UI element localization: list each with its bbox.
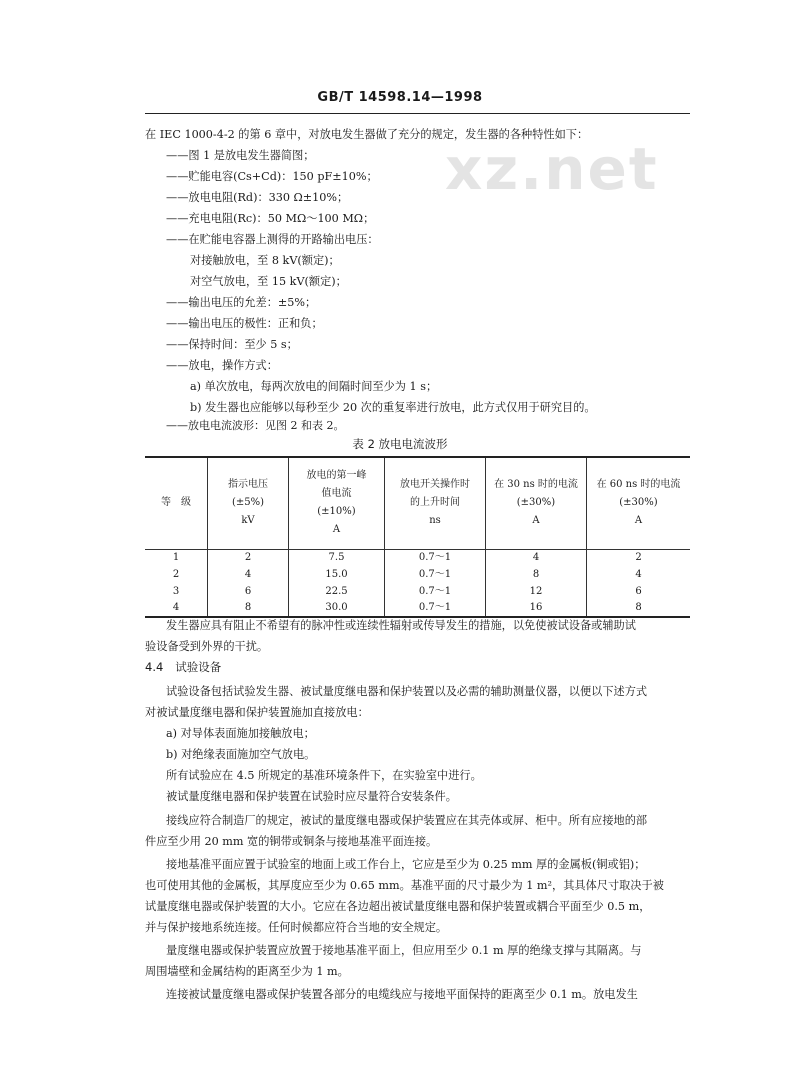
spec-subitem: b) 发生器也应能够以每秒至少 20 次的重复率进行放电，此方式仅用于研究目的。	[190, 401, 596, 414]
paragraph-line: 试量度继电器或保护装置的大小。它应在各边超出被试量度继电器和保护装置或耦合平面至少 0.5 m，	[145, 900, 651, 913]
cell-rise-time: 0.7～1	[385, 600, 486, 617]
paragraph-line: 试验设备包括试验发生器、被试量度继电器和保护装置以及必需的辅助测量仪器，以便以下述方式	[166, 685, 648, 698]
cell-current-60ns: 2	[587, 549, 691, 566]
cell-peak-current: 15.0	[289, 566, 385, 583]
watermark: xz.net	[445, 135, 659, 203]
header-rule	[145, 113, 690, 114]
cell-voltage: 8	[208, 600, 289, 617]
paragraph-line: 量度继电器或保护装置应放置于接地基准平面上，但应用至少 0.1 m 厚的绝缘支撑与其隔离。与	[166, 944, 642, 957]
spec-subitem: 对接触放电，至 8 kV(额定)；	[190, 254, 340, 267]
cell-current-60ns: 4	[587, 566, 691, 583]
discharge-current-table	[145, 456, 690, 618]
col-header-current-30ns: 在 30 ns 时的电流 (±30%) A	[486, 457, 587, 549]
table-row	[145, 566, 690, 583]
spec-item: ——输出电压的允差：±5%；	[166, 296, 317, 309]
col-header-level: 等 级	[145, 457, 208, 549]
intro-paragraph: 在 IEC 1000-4-2 的第 6 章中，对放电发生器做了充分的规定，发生器的各种特性如下：	[145, 128, 589, 141]
paragraph-line: 周围墙壁和金属结构的距离至少为 1 m。	[145, 965, 349, 978]
cell-current-60ns: 6	[587, 583, 691, 600]
paragraph-line: 接地基准平面应置于试验室的地面上或工作台上，它应是至少为 0.25 mm 厚的金属板(铜或铝)；	[166, 858, 646, 871]
cell-level: 3	[145, 583, 208, 600]
list-item: b) 对绝缘表面施加空气放电。	[166, 748, 316, 761]
cell-level: 4	[145, 600, 208, 617]
cell-voltage: 6	[208, 583, 289, 600]
cell-current-30ns: 4	[486, 549, 587, 566]
cell-peak-current: 7.5	[289, 549, 385, 566]
cell-rise-time: 0.7～1	[385, 549, 486, 566]
spec-subitem: 对空气放电，至 15 kV(额定)；	[190, 275, 347, 288]
spec-item: ——放电，操作方式：	[166, 359, 278, 372]
section-heading	[145, 659, 233, 675]
paragraph-line: 验设备受到外界的干扰。	[145, 640, 269, 653]
spec-item: ——放电电流波形：见图 2 和表 2。	[166, 419, 345, 432]
cell-rise-time: 0.7～1	[385, 583, 486, 600]
table-header-row	[145, 457, 690, 549]
paragraph-line: 接线应符合制造厂的规定，被试的量度继电器或保护装置应在其壳体或屏、柜中。所有应接地的部	[166, 814, 648, 827]
paragraph-line: 并与保护接地系统连接。任何时候都应符合当地的安全规定。	[145, 921, 448, 934]
list-item: a) 对导体表面施加接触放电；	[166, 727, 315, 740]
table-caption: 表 2 放电电流波形	[352, 437, 448, 451]
table-row	[145, 549, 690, 566]
cell-level: 1	[145, 549, 208, 566]
col-header-current-60ns: 在 60 ns 时的电流 (±30%) A	[587, 457, 691, 549]
spec-item: ——贮能电容(Cs+Cd)：150 pF±10%；	[166, 170, 378, 183]
cell-current-30ns: 12	[486, 583, 587, 600]
paragraph-line: 连接被试量度继电器或保护装置各部分的电缆线应与接地平面保持的距离至少 0.1 m。放电发生	[166, 988, 638, 1001]
paragraph-line: 所有试验应在 4.5 所规定的基准环境条件下，在实验室中进行。	[166, 769, 482, 782]
col-header-rise-time: 放电开关操作时 的上升时间 ns	[385, 457, 486, 549]
paragraph-line: 对被试量度继电器和保护装置施加直接放电：	[145, 706, 369, 719]
spec-item: ——输出电压的极性：正和负；	[166, 317, 323, 330]
cell-level: 2	[145, 566, 208, 583]
page-header: GB/T 14598.14—1998	[317, 90, 483, 105]
cell-rise-time: 0.7～1	[385, 566, 486, 583]
cell-current-60ns: 8	[587, 600, 691, 617]
spec-item: ——放电电阻(Rd)：330 Ω±10%；	[166, 191, 349, 204]
paragraph-line: 也可使用其他的金属板，其厚度应至少为 0.65 mm。基准平面的尺寸最少为 1 m²，其具体尺寸取决于被	[145, 879, 664, 892]
col-header-peak-current: 放电的第一峰 值电流 (±10%) A	[289, 457, 385, 549]
spec-item: ——保持时间：至少 5 s；	[166, 338, 298, 351]
col-header-voltage: 指示电压 (±5%) kV	[208, 457, 289, 549]
spec-subitem: a) 单次放电，每两次放电的间隔时间至少为 1 s；	[190, 380, 438, 393]
table-row	[145, 600, 690, 617]
paragraph-line: 发生器应具有阻止不希望有的脉冲性或连续性辐射或传导发生的措施，以免使被试设备或辅助试	[166, 619, 636, 632]
paragraph-line: 件应至少用 20 mm 宽的铜带或铜条与接地基准平面连接。	[145, 835, 438, 848]
table-row	[145, 583, 690, 600]
spec-item: ——充电电阻(Rc)：50 MΩ～100 MΩ；	[166, 212, 375, 225]
spec-item: ——在贮能电容器上测得的开路输出电压：	[166, 233, 379, 246]
cell-voltage: 4	[208, 566, 289, 583]
section-number: 4.4	[145, 660, 164, 674]
section-title: 试验设备	[175, 660, 222, 674]
cell-peak-current: 22.5	[289, 583, 385, 600]
cell-voltage: 2	[208, 549, 289, 566]
paragraph-line: 被试量度继电器和保护装置在试验时应尽量符合安装条件。	[166, 790, 457, 803]
cell-current-30ns: 16	[486, 600, 587, 617]
cell-current-30ns: 8	[486, 566, 587, 583]
cell-peak-current: 30.0	[289, 600, 385, 617]
spec-item: ——图 1 是放电发生器简图；	[166, 149, 315, 162]
